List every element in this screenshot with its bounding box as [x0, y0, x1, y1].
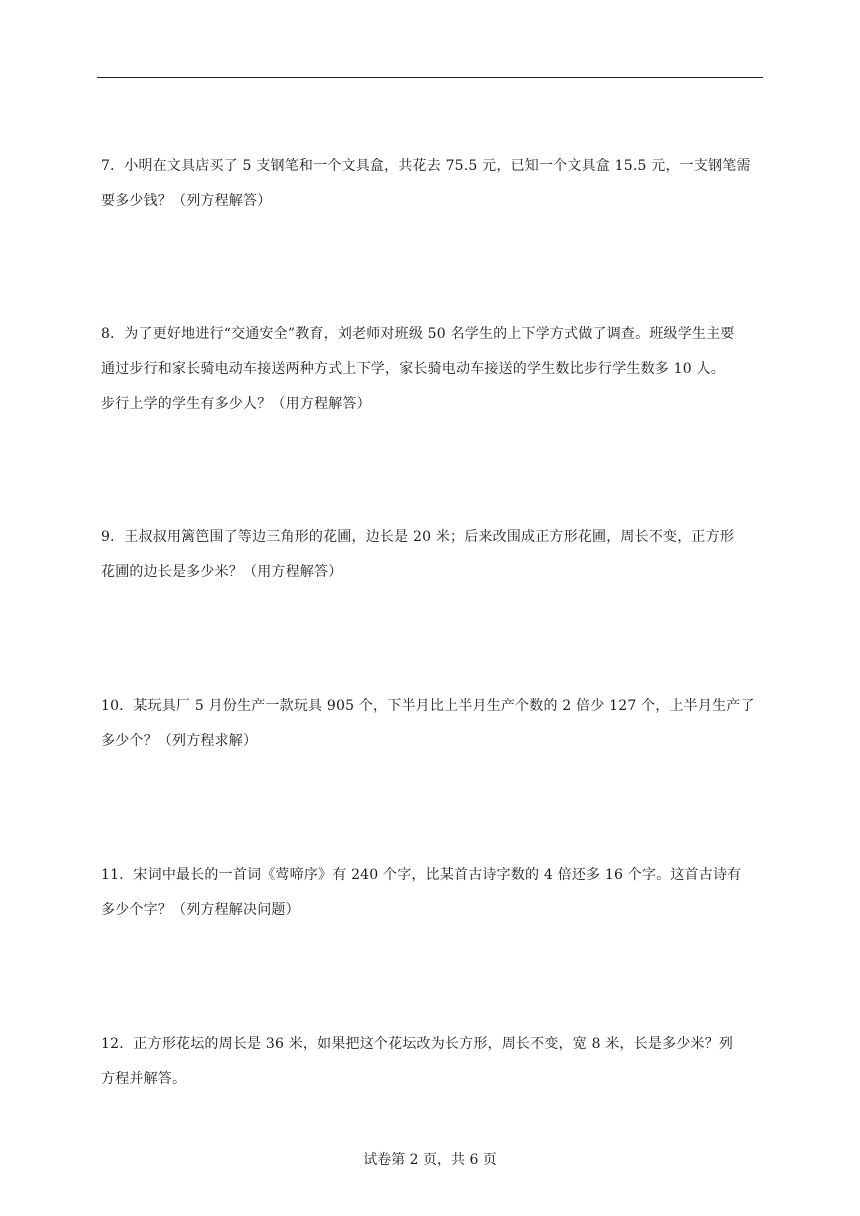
question-9-line-2: 花圃的边长是多少米？（用方程解答） — [101, 564, 343, 580]
question-7 — [101, 149, 765, 219]
question-12-line-2: 方程并解答。 — [101, 1071, 187, 1087]
question-12-line-1: 12．正方形花坛的周长是 36 米，如果把这个花坛改为长方形，周长不变，宽 8 米，长是多少米？列 — [101, 1036, 734, 1052]
question-7-line-1: 7．小明在文具店买了 5 支钢笔和一个文具盒，共花去 75.5 元，已知一个文具盒 15.5 元，一支钢笔需 — [101, 158, 751, 174]
question-8-line-3: 步行上学的学生有多少人？（用方程解答） — [101, 396, 371, 412]
question-9 — [101, 520, 765, 590]
question-9-line-1: 9．王叔叔用篱笆围了等边三角形的花圃，边长是 20 米；后来改围成正方形花圃，周长不变，正方形 — [101, 529, 735, 545]
question-11-line-1: 11．宋词中最长的一首词《莺啼序》有 240 个字，比某首古诗字数的 4 倍还多 16 个字。这首古诗有 — [101, 867, 742, 883]
question-8-line-2: 通过步行和家长骑电动车接送两种方式上下学，家长骑电动车接送的学生数比步行学生数多 10 人。 — [101, 361, 725, 377]
question-10 — [101, 689, 765, 759]
question-10-line-2: 多少个？（列方程求解） — [101, 733, 258, 749]
header-rule — [97, 77, 763, 78]
question-12 — [101, 1027, 765, 1097]
question-8 — [101, 317, 765, 422]
question-11 — [101, 858, 765, 928]
question-7-line-2: 要多少钱？（列方程解答） — [101, 193, 272, 209]
question-11-line-2: 多少个字？（列方程解决问题） — [101, 902, 300, 918]
question-10-line-1: 10．某玩具厂 5 月份生产一款玩具 905 个，下半月比上半月生产个数的 2 倍少 127 个，上半月生产了 — [101, 698, 755, 714]
page-footer: 试卷第 2 页，共 6 页 — [363, 1152, 497, 1168]
question-8-line-1: 8．为了更好地进行“交通安全”教育，刘老师对班级 50 名学生的上下学方式做了调查。班级学生主要 — [101, 326, 735, 342]
